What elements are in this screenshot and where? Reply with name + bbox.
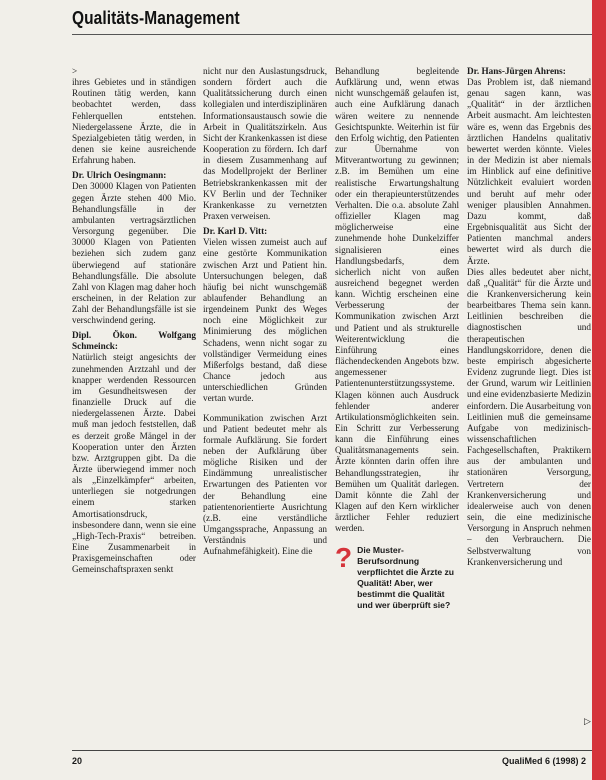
page-number: 20: [72, 756, 83, 766]
text-column-1: [72, 66, 196, 728]
journal-reference: QualiMed 6 (1998) 2: [501, 756, 586, 766]
paragraph: Den 30000 Klagen von Patienten gegen Ärzte stehen 400 Mio. Behandlungsfälle in der ambulanten vertragsärztlichen Versorgung gegenüber. Die 30000 Klagen von Patienten beziehen sich zudem ganz überwiegend auf stationäre Behandlungsfälle. Die absolute Zahl von Klagen mag daher hoch erscheinen, in der Relation zur Zahl der Behandlungsfälle ist sie verschwindend gering.: [72, 181, 196, 326]
speaker-heading: Dr. Karl D. Vitt:: [203, 226, 268, 237]
text-column-3: [335, 66, 459, 728]
paragraph: ihres Gebietes und in ständigen Routinen tätig werden, kann beobachtet werden, dass Fehlerquellen entstehen. Niedergelassene Ärzte, die in Spezialgebieten tätig werden, in denen sie keine ausreichende Erfahrung haben.: [72, 77, 196, 166]
question-box: [335, 541, 459, 611]
question-mark-icon: ?: [335, 541, 353, 573]
paragraph: Dies alles bedeutet aber nicht, daß „Qualität“ für die Ärzte und die Krankenversicherung kein bearbeitbares Thema sein kann. Leitlinien beschreiben die diagnostischen und therapeutischen Handlungskorridore, denen die beste empirisch abgesicherte Evidenz zugrunde liegt. Dies ist der Grund, warum wir Leitlinien und eine evidenzbasierte Medizin einfordern. Die Ausarbeitung von Leitlinien muß die gemeinsame Aufgabe von medizinisch-wissenschaftlichen Fachgesellschaften, Praktikern aus der ambulanten und stationären Versorgung, Vertretern der Krankenversicherung und idealerweise auch von denen sein, die eine medizinische Versorgung in Anspruch nehmen – den Verbrauchern. Die Selbstverwaltung von Krankenversicherung und: [467, 266, 591, 567]
paragraph: Kommunikation zwischen Arzt und Patient bedeutet mehr als formale Aufklärung. Sie fordert neben der Aufklärung über mögliche Risiken und der Eindämmung unrealistischer Erwartungen des Patienten vor der Behandlung eine patientenorientierte Ausrichtung (z.B. eine verständliche Umgangssprache, Anpassung an Verständnis und Aufnahmefähigkeit). Eine die: [203, 412, 327, 557]
section-title: Qualitäts-Management: [72, 8, 240, 28]
text-column-4: [467, 66, 591, 728]
footer-divider: [72, 750, 592, 751]
continue-arrow-icon: ▷: [584, 716, 591, 726]
paragraph: nicht nur den Auslastungsdruck, sondern fördert auch die Qualitätssicherung durch einen kollegialen und interdisziplinären Informationsaustausch sowie die Arbeit in Qualitätszirkeln. Aus Sicht der Krankenkassen ist diese Kooperation zu fördern. Ich darf in diesem Zusammenhang auf das Modellprojekt der Berliner Betriebskrankenkassen mit der KV Berlin und der Techniker Krankenkasse zu vernetzten Praxen verweisen.: [203, 66, 327, 222]
continuation-arrow: >: [72, 66, 78, 76]
header-divider: [72, 34, 592, 35]
text-column-2: [203, 66, 327, 728]
red-edge-strip: [592, 0, 606, 780]
question-text: Die Muster-Berufsordnung verpflichtet die Ärzte zu Qualität! Aber, wer bestimmt die Qualität und wer überprüft sie?: [357, 544, 455, 610]
speaker-heading: Dipl. Ökon. Wolfgang Schmeinck:: [72, 330, 196, 352]
speaker-heading: Dr. Ulrich Oesingmann:: [72, 170, 167, 181]
paragraph: Behandlung begleitende Aufklärung und, wenn etwas nicht wunschgemäß gelaufen ist, auch eine Aufklärung danach wären weitere zu nennende Gesichtspunkte. Weiterhin ist für den Erfolg wichtig, den Patienten zur Übernahme von Mitverantwortung zu gewinnen; z.B. im Bemühen um eine realistische Erwartungshaltung oder ein therapieunterstützendes Verhalten. Die o.a. absolute Zahl offizieller Klagen mag möglicherweise eine zunehmende hohe Dunkelziffer signalisieren eines Handlungsbedarfs, dem sicherlich nicht von außen ausreichend begegnet werden kann. Wichtig erscheinen eine Verbesserung der Kommunikation zwischen Arzt und Patient und als strukturelle Weiterentwicklung die Einführung eines flächendeckenden Angebots bzw. angemessener Patientenunterstützungssysteme. Klagen können auch Ausdruck fehlender anderer Artikulationsmöglichkeiten sein. Ein Schritt zur Verbesserung kann die Einführung eines Qualitätsmanagements sein. Ärzte könnten darin offen ihre Behandlungsstrategien, ihr Bemühen um Qualität darlegen. Damit könnte die Zahl der Klagen auf den Kern wirklicher ärztlicher Fehler reduziert werden.: [335, 66, 459, 534]
speaker-heading: Dr. Hans-Jürgen Ahrens:: [467, 66, 566, 76]
paragraph: Das Problem ist, daß niemand genau sagen kann, was „Qualität“ in der ärztlichen Arbeit ausmacht. Am leichtesten wäre es, wenn das Ergebnis des ärztlichen Handelns qualitativ bewertet werden könnte. Vieles in der Medizin ist aber niemals im Hinblick auf eine definitive Nützlichkeit evaluiert worden und beruht auf mehr oder weniger plausiblen Annahmen. Dazu kommt, daß Ergebnisqualität aus Sicht der Patienten manchmal anders bewertet wird als durch die Ärzte.: [467, 77, 591, 266]
paragraph: Natürlich steigt angesichts der zunehmenden Arztzahl und der knapper werdenden Ressourcen im Gesundheitswesen der finanzielle Druck auf die niedergelassenen Ärzte. Dabei muß man jedoch feststellen, daß es derzeit große Mängel in der Kooperation unter den Ärzten bzw. Arztgruppen gibt. Da die Ärzte überwiegend immer noch als „Einzelkämpfer“ arbeiten, unterliegen sie notgedrungen einem starken Amortisationsdruck, insbesondere dann, wenn sie eine „High-Tech-Praxis“ betreiben. Eine Zusammenarbeit in Praxisgemeinschaften oder Gemeinschaftspraxen senkt: [72, 352, 196, 575]
page-header: [0, 0, 606, 40]
paragraph: Vielen wissen zumeist auch auf eine gestörte Kommunikation zwischen Arzt und Patient hin. Untersuchungen belegen, daß häufig bei nicht wunschgemäß ablaufender Behandlung an irgendeinem Punkt des Weges noch eine Möglichkeit zur Minimierung des möglichen Schadens, wenn nicht sogar zu vollständiger Vermeidung eines Mißerfolgs bestand, daß diese Chance jedoch aus unterschiedlichen Gründen vertan wurde.: [203, 237, 327, 404]
